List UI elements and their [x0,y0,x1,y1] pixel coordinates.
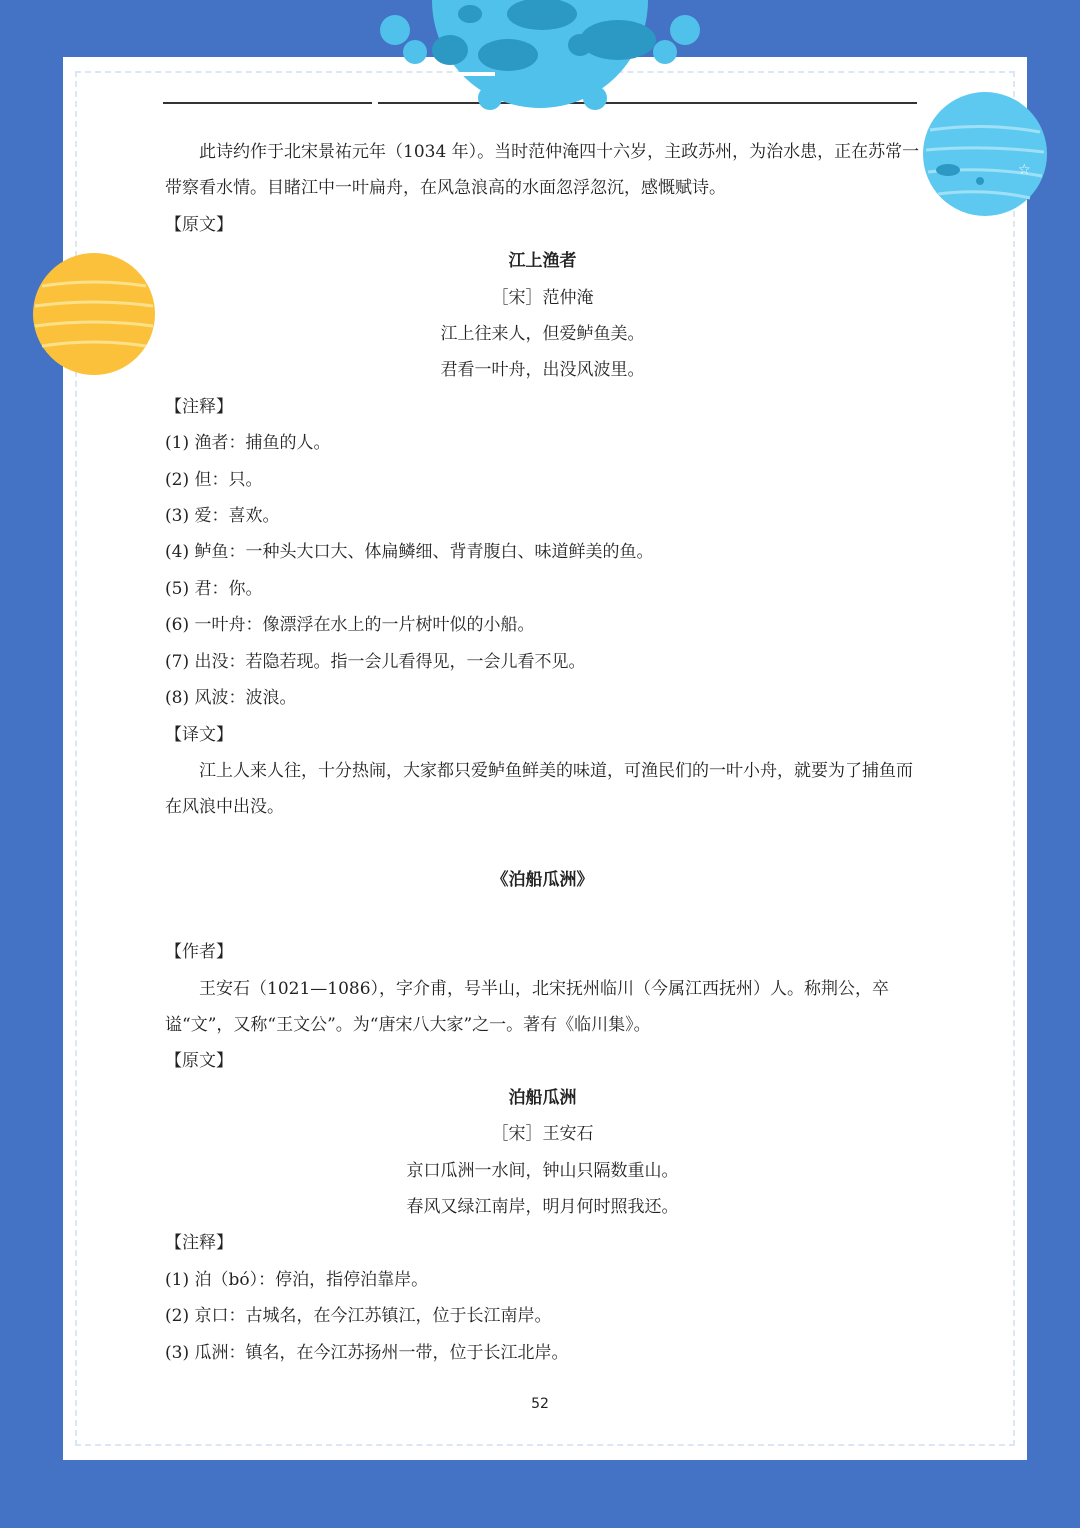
poem1-note: (2) 但：只。 [165,469,263,490]
poem1-author: ［宋］范仲淹 [491,287,594,308]
poem1-notes-heading: 【注释】 [165,396,233,417]
document-body [165,134,920,1371]
poem2-notes-heading: 【注释】 [165,1233,233,1254]
poem1-note: (4) 鲈鱼：一种头大口大、体扁鳞细、背青腹白、味道鲜美的鱼。 [165,542,654,563]
poem1-note: (3) 爱：喜欢。 [165,506,280,527]
svg-text:☆: ☆ [1018,162,1031,178]
yellow-planet-left-icon [30,250,160,380]
poem1-line: 君看一叶舟，出没风波里。 [440,360,645,381]
blue-planet-top-icon [370,0,710,115]
poem2-author: ［宋］王安石 [491,1124,594,1145]
poem1-original-heading: 【原文】 [165,214,233,235]
poem1-title: 江上渔者 [508,251,577,272]
poem1-note: (8) 风波：波浪。 [165,688,297,709]
poem1-translation-heading: 【译文】 [165,724,233,745]
poem2-line: 春风又绿江南岸，明月何时照我还。 [406,1196,679,1217]
poem1-note: (5) 君：你。 [165,578,263,599]
poem2-original-heading: 【原文】 [165,1051,233,1072]
poem1-note: (1) 渔者：捕鱼的人。 [165,433,331,454]
poem1-translation: 江上人来人往，十分热闹，大家都只爱鲈鱼鲜美的味道，可渔民们的一叶小舟，就要为了捕鱼而在风浪中出没。 [165,760,913,818]
poem1-note: (7) 出没：若隐若现。指一会儿看得见，一会儿看不见。 [165,651,586,672]
page-number: 52 [531,1396,549,1412]
intro-paragraph: 此诗约作于北宋景祐元年（1034 年）。当时范仲淹四十六岁，主政苏州，为治水患，正在苏常一带察看水情。目睹江中一叶扁舟，在风急浪高的水面忽浮忽沉，感慨赋诗。 [165,142,920,199]
poem2-note: (3) 瓜洲：镇名，在今江苏扬州一带，位于长江北岸。 [165,1342,569,1363]
poem2-line: 京口瓜洲一水间，钟山只隔数重山。 [406,1160,679,1181]
poem2-note: (1) 泊（bó）：停泊，指停泊靠岸。 [165,1269,429,1290]
poem2-note: (2) 京口：古城名，在今江苏镇江，位于长江南岸。 [165,1306,552,1327]
poem2-author-heading: 【作者】 [165,942,233,963]
header-rule-left [163,102,372,104]
poem1-note: (6) 一叶舟：像漂浮在水上的一片树叶似的小船。 [165,615,535,636]
blue-planet-right-icon [920,90,1050,220]
section2-title: 《泊船瓜洲》 [491,869,594,890]
poem2-title: 泊船瓜洲 [508,1087,577,1108]
poem1-line: 江上往来人，但爱鲈鱼美。 [440,324,645,345]
poem2-author-bio: 王安石（1021—1086），字介甫，号半山，北宋抚州临川（今属江西抚州）人。称荆公，卒谥“文”，又称“王文公”。为“唐宋八大家”之一。著有《临川集》。 [165,978,890,1035]
